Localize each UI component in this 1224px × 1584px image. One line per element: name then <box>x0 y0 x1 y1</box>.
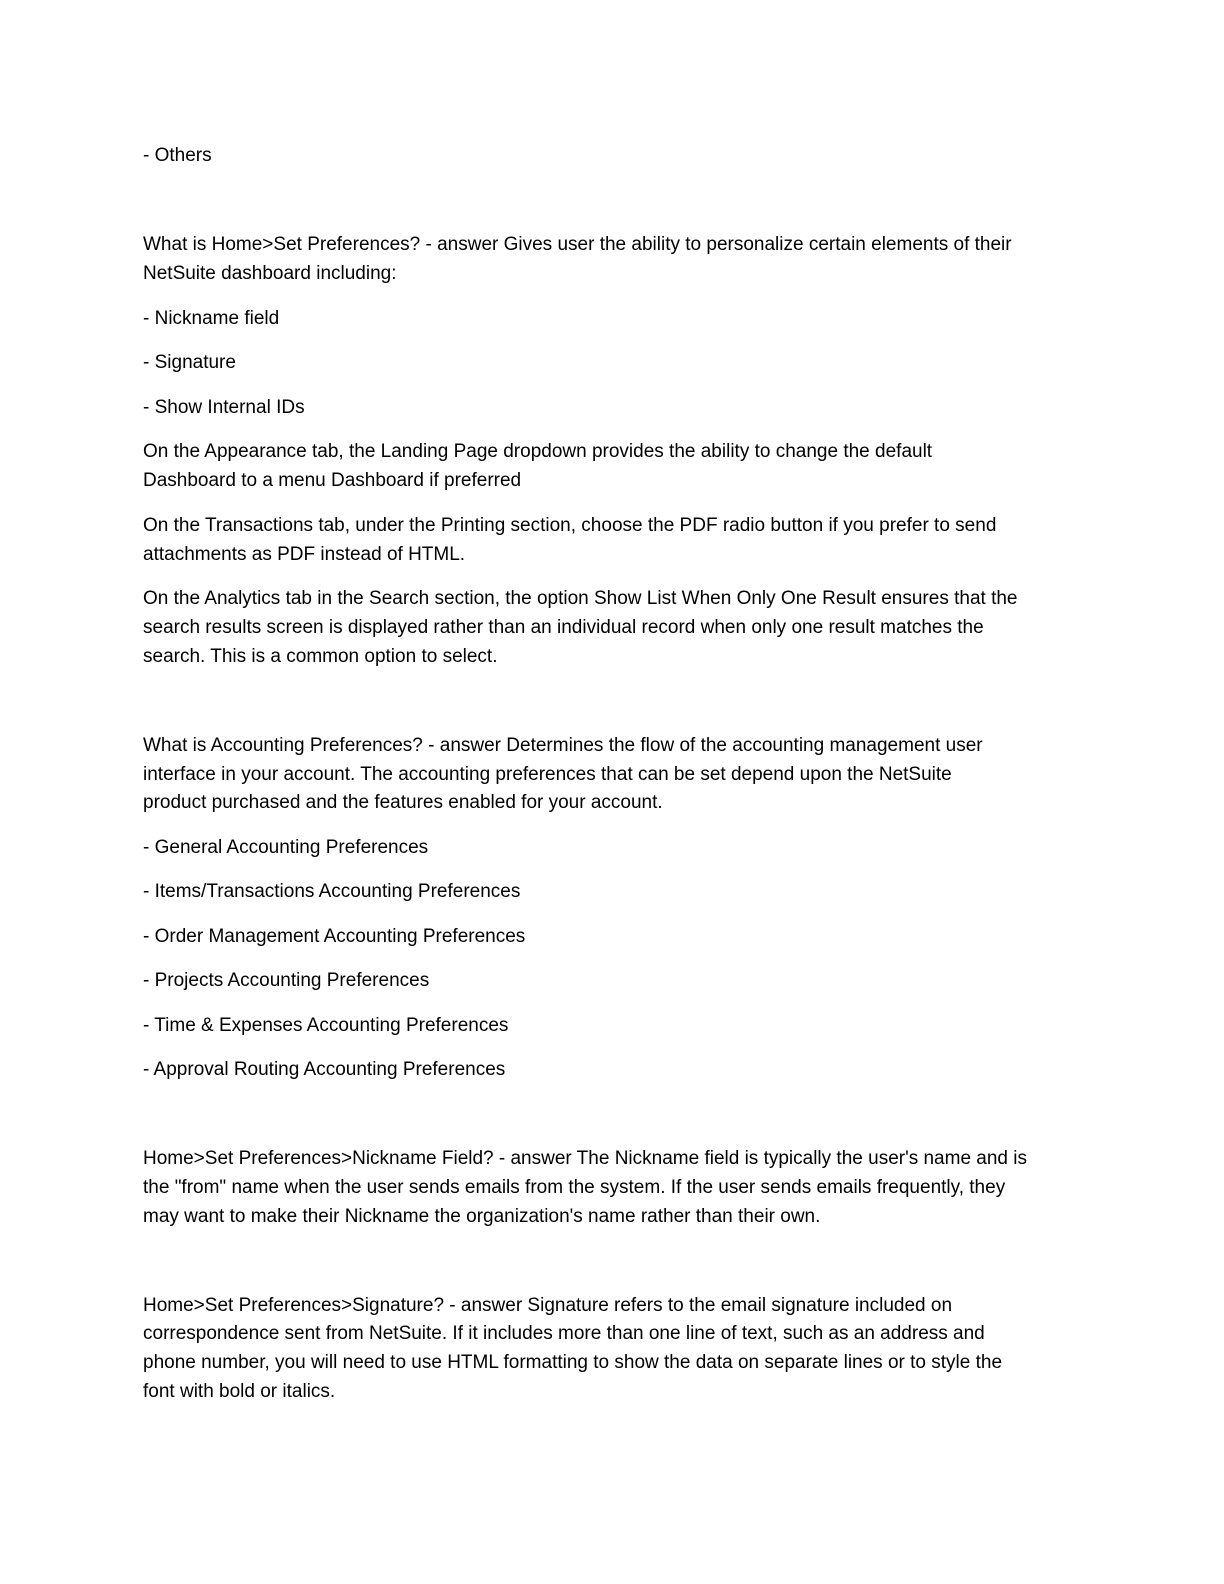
paragraph-accounting-preferences-line: interface in your account. The accounting preferences that can be set depend upon the NetSuite <box>143 764 952 785</box>
list-item-signature: - Signature <box>143 352 236 373</box>
list-item-projects-accounting: - Projects Accounting Preferences <box>143 970 430 991</box>
list-item-items-transactions-accounting: - Items/Transactions Accounting Preferences <box>143 881 521 902</box>
paragraph-analytics-tab-line: search results screen is displayed rather than an individual record when only one result matches the <box>143 617 984 638</box>
paragraph-analytics-tab-line: On the Analytics tab in the Search section, the option Show List When Only One Result ensures that the <box>143 588 1018 609</box>
list-item-order-management-accounting: - Order Management Accounting Preferences <box>143 926 526 947</box>
paragraph-signature-line: Home>Set Preferences>Signature? - answer Signature refers to the email signature included on <box>143 1295 953 1316</box>
paragraph-nickname-field-line: Home>Set Preferences>Nickname Field? - answer The Nickname field is typically the user's name and is <box>143 1148 1028 1169</box>
list-item-time-expenses-accounting: - Time & Expenses Accounting Preferences <box>143 1015 509 1036</box>
list-item-general-accounting: - General Accounting Preferences <box>143 837 429 858</box>
paragraph-transactions-tab-line: attachments as PDF instead of HTML. <box>143 544 466 565</box>
paragraph-analytics-tab-line: search. This is a common option to select. <box>143 646 498 667</box>
paragraph-appearance-tab-line: On the Appearance tab, the Landing Page dropdown provides the ability to change the default <box>143 441 933 462</box>
paragraph-signature-line: phone number, you will need to use HTML formatting to show the data on separate lines or to style the <box>143 1352 1003 1373</box>
list-item-others: - Others <box>143 145 212 166</box>
list-item-approval-routing-accounting: - Approval Routing Accounting Preferences <box>143 1059 506 1080</box>
paragraph-transactions-tab-line: On the Transactions tab, under the Printing section, choose the PDF radio button if you prefer to send <box>143 515 997 536</box>
paragraph-appearance-tab-line: Dashboard to a menu Dashboard if preferred <box>143 470 522 491</box>
paragraph-signature-line: correspondence sent from NetSuite. If it includes more than one line of text, such as an address and <box>143 1323 985 1344</box>
list-item-show-internal-ids: - Show Internal IDs <box>143 397 305 418</box>
paragraph-signature-line: font with bold or italics. <box>143 1381 336 1402</box>
paragraph-nickname-field-line: the "from" name when the user sends emails from the system. If the user sends emails frequently, they <box>143 1177 1006 1198</box>
paragraph-accounting-preferences-line: product purchased and the features enabled for your account. <box>143 792 663 813</box>
paragraph-accounting-preferences-line: What is Accounting Preferences? - answer Determines the flow of the accounting management user <box>143 735 983 756</box>
paragraph-set-preferences-line: NetSuite dashboard including: <box>143 263 397 284</box>
paragraph-nickname-field-line: may want to make their Nickname the organization's name rather than their own. <box>143 1206 821 1227</box>
paragraph-set-preferences-line: What is Home>Set Preferences? - answer Gives user the ability to personalize certain elements of their <box>143 234 1012 255</box>
list-item-nickname-field: - Nickname field <box>143 308 280 329</box>
